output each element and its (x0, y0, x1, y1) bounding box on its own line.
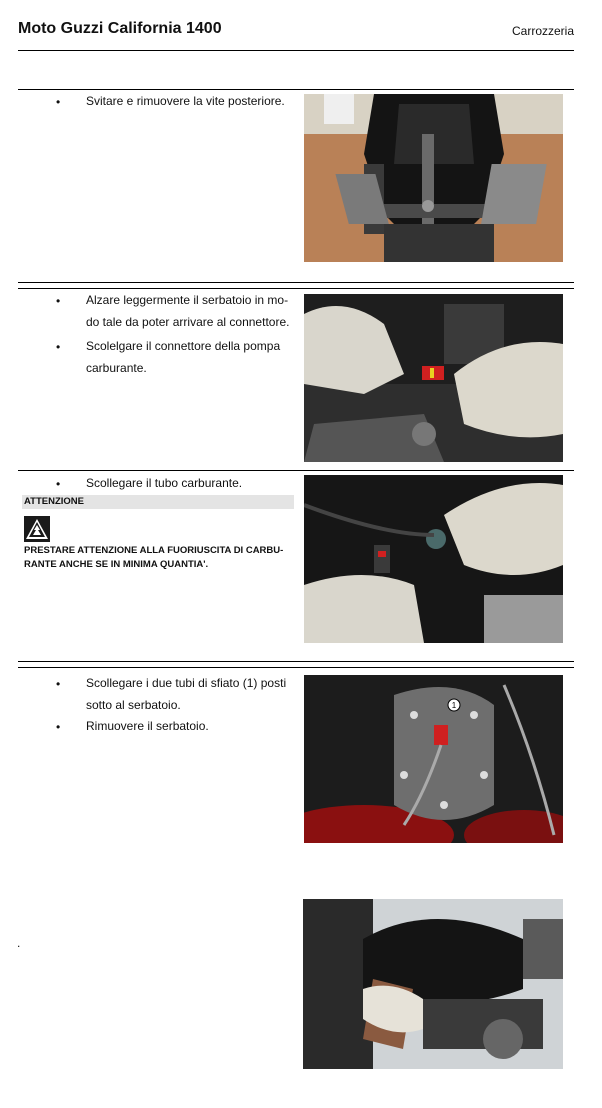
bullet: • (56, 340, 61, 354)
page-title: Moto Guzzi California 1400 (18, 20, 222, 37)
bullet: • (56, 677, 61, 691)
photo-rear-screw (304, 94, 563, 262)
step-2-text-2: Scolelgare il connettore della pompa carburante. (86, 339, 281, 375)
section-name: Carrozzeria (511, 24, 574, 38)
step-divider (18, 661, 574, 662)
photo-fuel-pump-connector (304, 294, 563, 462)
step-4-text-2: Rimuovere il serbatoio. (86, 719, 209, 733)
bullet: • (56, 720, 61, 734)
step-3-text: Scollegare il tubo carburante. (86, 476, 243, 490)
step-divider (18, 470, 574, 471)
step-4-text-1: Scollegare i due tubi di sfiato (1) posti sotto al serbatoio. (86, 676, 287, 712)
bullet: • (56, 477, 61, 491)
bullet: • (56, 95, 61, 109)
fire-hazard-icon (24, 516, 50, 542)
header-rule (18, 50, 574, 51)
photo-fuel-tube (304, 475, 563, 643)
step-divider (18, 667, 574, 668)
warning-label: ATTENZIONE (22, 495, 294, 509)
photo-vent-tubes (304, 675, 563, 843)
step-divider (18, 282, 574, 283)
callout-number: 1 (451, 701, 457, 710)
warning-text: PRESTARE ATTENZIONE ALLA FUORIUSCITA DI CARBU-RANTE ANCHE SE IN MINIMA QUANTIA'. (24, 545, 284, 570)
step-2-text-1: Alzare leggermente il serbatoio in mo-do tale da poter arrivare al connettore. (86, 293, 290, 329)
step-1-text: Svitare e rimuovere la vite posteriore. (86, 94, 285, 108)
bullet: • (56, 294, 61, 308)
photo-tank-removal (303, 899, 563, 1069)
stray-mark: . (17, 936, 21, 950)
